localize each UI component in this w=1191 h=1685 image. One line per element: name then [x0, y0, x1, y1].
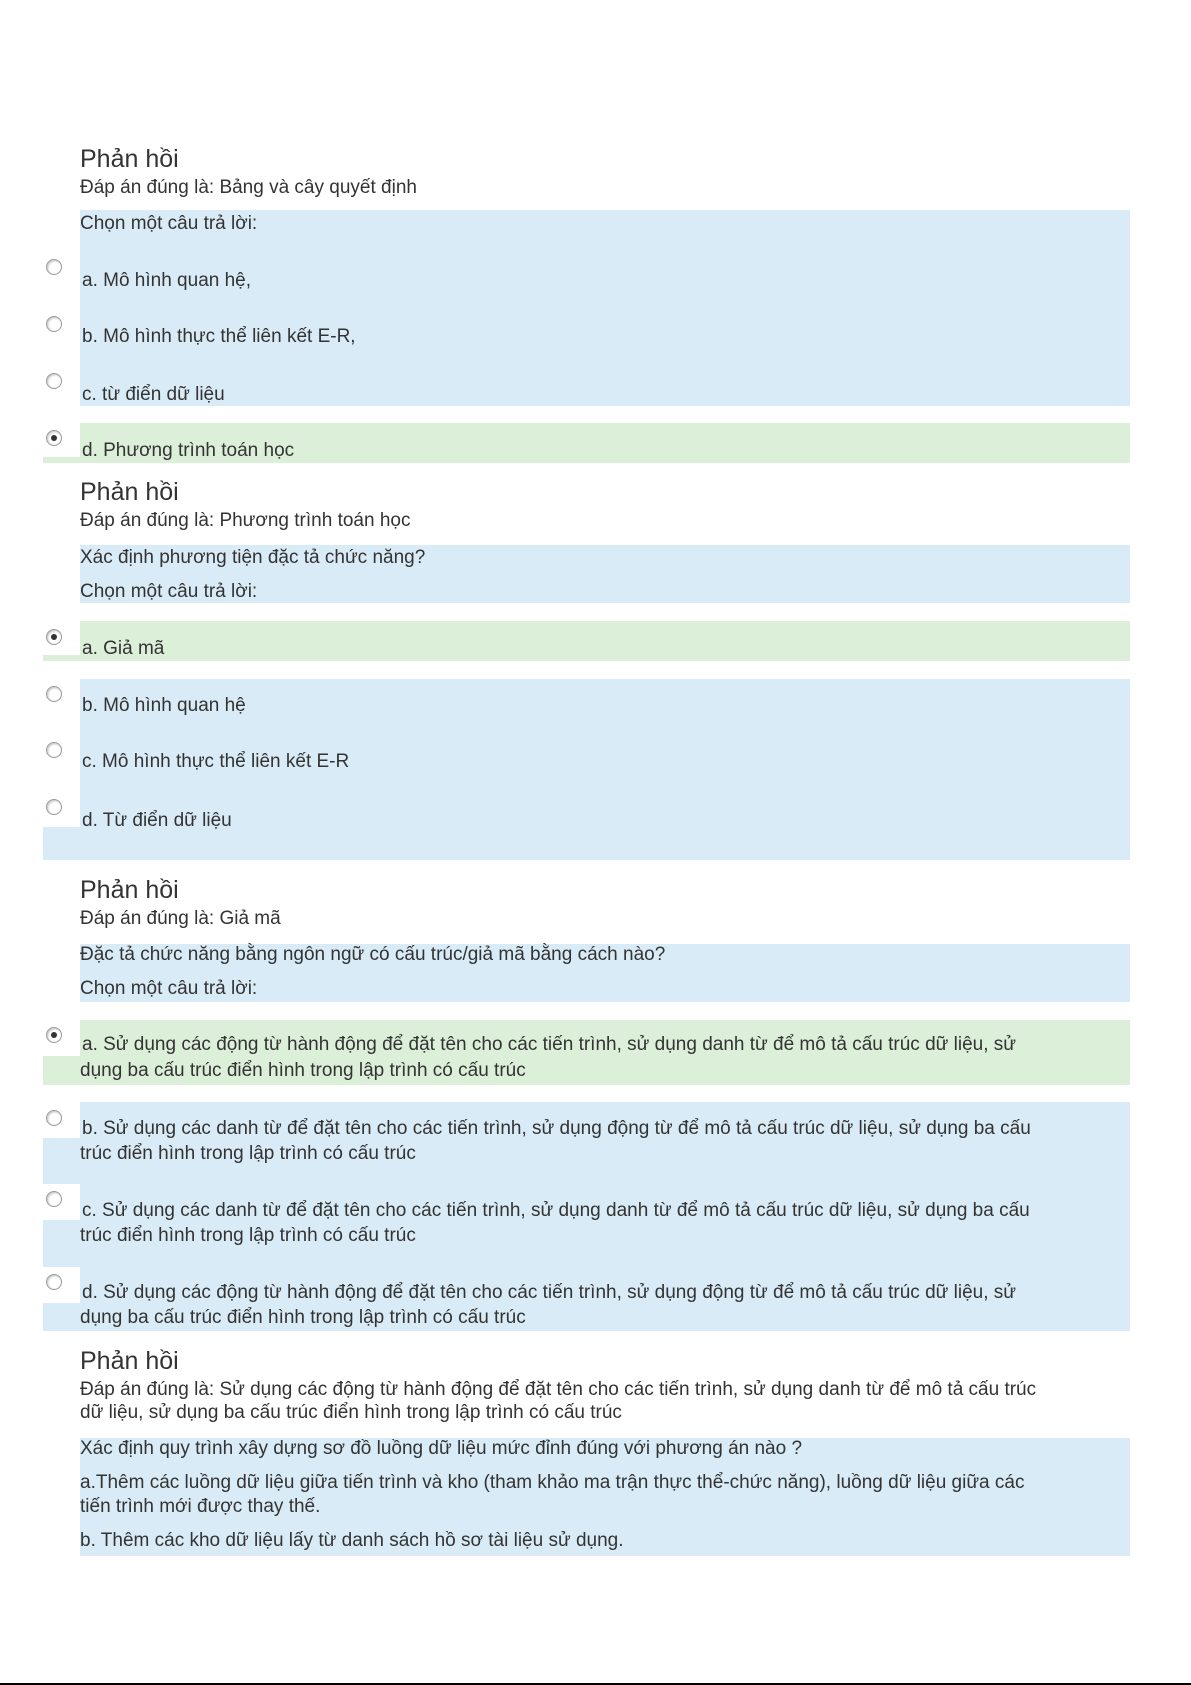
question-text: Xác định phương tiện đặc tả chức năng?: [80, 547, 426, 568]
feedback-heading: Phản hồi: [80, 145, 179, 173]
option-c-radio[interactable]: [46, 1191, 62, 1207]
answer-prompt: Chọn một câu trả lời:: [80, 978, 258, 999]
option-d-label[interactable]: d. Từ điển dữ liệu: [82, 810, 232, 831]
radio-selected-dot: [51, 435, 57, 441]
feedback-heading: Phản hồi: [80, 1347, 179, 1375]
selected-option-row: [43, 621, 1130, 661]
question-text: Xác định quy trình xây dựng sơ đồ luồng dữ liệu mức đỉnh đúng với phương án nào ?: [80, 1438, 803, 1459]
option-b-radio[interactable]: [46, 1110, 62, 1126]
option-c-radio[interactable]: [46, 373, 62, 389]
correct-answer-text: Đáp án đúng là: Phương trình toán học: [80, 510, 411, 531]
radio-selected-dot: [51, 634, 57, 640]
option-b-label[interactable]: b. Mô hình quan hệ: [82, 695, 246, 716]
answer-prompt: Chọn một câu trả lời:: [80, 581, 258, 602]
option-a-radio[interactable]: [46, 629, 62, 645]
option-b-radio[interactable]: [46, 686, 62, 702]
option-d-label-cont[interactable]: dụng ba cấu trúc điển hình trong lập trình có cấu trúc: [80, 1307, 526, 1328]
option-c-label[interactable]: c. Sử dụng các danh từ để đặt tên cho các tiến trình, sử dụng danh từ để mô tả cấu trúc dữ liệu, sử dụng ba cấu: [82, 1200, 1030, 1221]
correct-answer-text-cont: dữ liệu, sử dụng ba cấu trúc điển hình trong lập trình có cấu trúc: [80, 1402, 622, 1423]
correct-answer-text: Đáp án đúng là: Bảng và cây quyết định: [80, 177, 417, 198]
correct-answer-text: Đáp án đúng là: Giả mã: [80, 908, 281, 929]
option-d-label[interactable]: d. Sử dụng các động từ hành động để đặt tên cho các tiến trình, sử dụng động từ để mô tả cấu trúc dữ liệu, sử: [82, 1282, 1017, 1303]
option-a-label-cont[interactable]: dụng ba cấu trúc điển hình trong lập trình có cấu trúc: [80, 1060, 526, 1081]
option-b-label[interactable]: b. Mô hình thực thể liên kết E-R,: [82, 326, 356, 347]
option-a-label[interactable]: a. Mô hình quan hệ,: [82, 270, 252, 291]
option-d-radio[interactable]: [46, 430, 62, 446]
question-text: Đặc tả chức năng bằng ngôn ngữ có cấu trúc/giả mã bằng cách nào?: [80, 944, 666, 965]
option-c-radio[interactable]: [46, 742, 62, 758]
option-d-radio[interactable]: [46, 1274, 62, 1290]
option-a-label[interactable]: a. Sử dụng các động từ hành động để đặt tên cho các tiến trình, sử dụng danh từ để mô tả cấu trúc dữ liệu, sử: [82, 1034, 1017, 1055]
question-1-panel: [43, 210, 1130, 406]
option-d-label[interactable]: d. Phương trình toán học: [82, 440, 295, 461]
option-a-label[interactable]: a.Thêm các luồng dữ liệu giữa tiến trình và kho (tham khảo ma trận thực thể-chức năng), luồng dữ liệu giữa các: [80, 1472, 1025, 1493]
option-a-label[interactable]: a. Giả mã: [82, 638, 165, 659]
option-d-radio[interactable]: [46, 799, 62, 815]
option-b-label[interactable]: b. Sử dụng các danh từ để đặt tên cho các tiến trình, sử dụng động từ để mô tả cấu trúc dữ liệu, sử dụng ba cấu: [82, 1118, 1031, 1139]
correct-answer-text: Đáp án đúng là: Sử dụng các động từ hành động để đặt tên cho các tiến trình, sử dụng danh từ để mô tả cấu trúc: [80, 1379, 1037, 1400]
radio-selected-dot: [51, 1032, 57, 1038]
option-a-label-cont[interactable]: tiến trình mới được thay thế.: [80, 1496, 321, 1517]
option-c-label-cont[interactable]: trúc điển hình trong lập trình có cấu trúc: [80, 1225, 416, 1246]
feedback-heading: Phản hồi: [80, 478, 179, 506]
option-b-label-cont[interactable]: trúc điển hình trong lập trình có cấu trúc: [80, 1143, 416, 1164]
option-c-label[interactable]: c. từ điển dữ liệu: [82, 384, 225, 405]
option-b-radio[interactable]: [46, 316, 62, 332]
option-c-label[interactable]: c. Mô hình thực thể liên kết E-R: [82, 751, 350, 772]
option-b-label[interactable]: b. Thêm các kho dữ liệu lấy từ danh sách hồ sơ tài liệu sử dụng.: [80, 1530, 624, 1551]
feedback-heading: Phản hồi: [80, 876, 179, 904]
answer-prompt: Chọn một câu trả lời:: [80, 213, 258, 234]
option-a-radio[interactable]: [46, 1027, 62, 1043]
option-a-radio[interactable]: [46, 259, 62, 275]
